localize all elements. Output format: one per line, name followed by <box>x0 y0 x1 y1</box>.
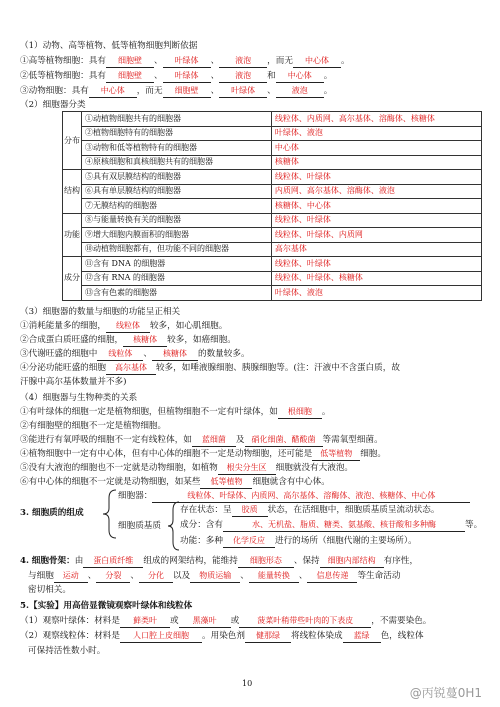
s3-line-5: 汗腺中高尔基体数量并不多) <box>20 377 127 387</box>
blank: 液泡 <box>219 55 267 68</box>
matrix-state: 存在状态：呈 胶质 状态，在活细胞中，细胞质基质呈流动状态。 <box>180 505 440 515</box>
item-cell: ⑦无膜结构的细胞器 <box>82 199 272 214</box>
blank: 高尔基体 <box>106 362 156 375</box>
blank: 蓝细菌 <box>192 434 236 447</box>
blank: 信息传递 <box>307 570 357 583</box>
s4-line-4: ④植物细胞中一定有中心体，但有中心体的细胞不一定是动物细胞，还可能是 低等植物 细胞。 <box>20 449 386 459</box>
item-cell: ⑨增大细胞内膜面积的细胞器 <box>82 228 272 243</box>
table-row <box>63 112 482 127</box>
blank: 人口腔上皮细胞 <box>120 630 202 643</box>
answer-cell: 高尔基体 <box>271 242 481 257</box>
cytoskeleton-line-2: 与细胞 运动 、 分裂 、 分化 以及 物质运输 、 能量转换 、 信息传递 等生命活动 <box>28 571 401 581</box>
blank: 化学反应 <box>223 535 275 548</box>
blank: 水、无机盐、脂质、糖类、氨基酸、核苷酸和多种酶 <box>223 519 465 532</box>
high-plant-line: ①高等植物细胞：具有 细胞壁 、 叶绿体 、 液泡 ，而无 中心体 。 <box>20 56 350 66</box>
blank: 中心体 <box>89 85 137 98</box>
category-cell: 结构 <box>63 170 82 214</box>
blank: 中心体 <box>276 70 324 83</box>
page-number: 10 <box>242 679 253 688</box>
cytoskeleton-line-3: 密切相关。 <box>28 585 71 595</box>
cytoskeleton-line-1: 4. 细胞骨架：由 蛋白质纤维 组成的网架结构，能维持 细胞形态 、保持 细胞内部结构 有序性， <box>20 556 419 566</box>
blank: 胶质 <box>232 504 268 517</box>
matrix-function: 功能：多种 化学反应 进行的场所（细胞代谢的主要场所）。 <box>180 536 417 546</box>
answer-cell: 核糖体 <box>271 155 481 170</box>
blank: 细胞形态 <box>238 555 294 568</box>
answer-cell: 叶绿体、液泡 <box>271 286 481 301</box>
watermark: @丙锐蔓0H1 <box>409 686 482 700</box>
blank: 分裂 <box>96 570 130 583</box>
cytoplasm-heading: 3. 细胞质的组成 <box>20 508 84 518</box>
table-row <box>63 199 482 214</box>
experiment-heading: 5.【实验】用高倍显微镜观察叶绿体和线粒体 <box>20 601 193 611</box>
blank: 根尖分生区 <box>218 462 276 475</box>
blank: 线粒体 <box>97 348 143 361</box>
answer-cell: 中心体 <box>271 141 481 156</box>
s4-line-2: ②有细胞壁的细胞不一定是植物细胞。 <box>20 421 167 431</box>
blank: 液泡 <box>276 85 324 98</box>
table-row <box>63 213 482 228</box>
table-row <box>63 184 482 199</box>
item-cell: ③动物和低等植物特有的细胞器 <box>82 141 272 156</box>
s4-line-1: ①有叶绿体的细胞一定是植物细胞，但植物细胞不一定有叶绿体，如 根细胞 。 <box>20 407 331 417</box>
section-3-heading: （3）细胞器的数量与细胞的功能呈正相关 <box>20 307 181 317</box>
blank: 蛋白质纤维 <box>83 555 143 568</box>
s3-line-1: ①消耗能量多的细胞， 线粒体 较多，如心肌细胞。 <box>20 321 228 331</box>
item-cell: ⑧与能量转换有关的细胞器 <box>82 213 272 228</box>
s3-line-2: ②合成蛋白质旺盛的细胞， 核糖体 较多，如癌细胞。 <box>20 335 236 345</box>
blank: 健那绿 <box>245 630 291 643</box>
blank: 叶绿体 <box>219 85 267 98</box>
blank: 核糖体 <box>123 334 167 347</box>
table-row <box>63 141 482 156</box>
matrix-components: 成分：含有 水、无机盐、脂质、糖类、氨基酸、核苷酸和多种酶 等。 <box>180 520 483 530</box>
blank: 硝化细菌、醋酸菌 <box>245 434 323 447</box>
blank: 菠菜叶稍带些叶肉的下表皮 <box>239 615 371 628</box>
item-cell: ⑥具有单层膜结构的细胞器 <box>82 184 272 199</box>
answer-cell: 线粒体、叶绿体 <box>271 257 481 272</box>
table-row <box>63 271 482 286</box>
section-4-heading: （4）细胞器与生物种类的关系 <box>20 393 138 403</box>
brace-icon <box>100 488 120 540</box>
blank: 液泡 <box>219 70 267 83</box>
blank: 细胞壁 <box>106 70 154 83</box>
s4-line-5: ⑤没有大液泡的细胞也不一定就是动物细胞，如植物 根尖分生区 细胞就没有大液泡。 <box>20 463 354 473</box>
answer-cell: 内质网、高尔基体、溶酶体、液泡 <box>271 184 481 199</box>
table-row <box>63 257 482 272</box>
item-cell: ④原核细胞和真核细胞共有的细胞器 <box>82 155 272 170</box>
item-cell: ⑬含有色素的细胞器 <box>82 286 272 301</box>
blank: 叶绿体 <box>163 55 211 68</box>
s3-line-4: ④分泌功能旺盛的细胞 高尔基体 较多，如唾液腺细胞、胰腺细胞等。(注：汗液中不含蛋白质，故 <box>20 363 400 373</box>
blank: 低等植物 <box>312 448 360 461</box>
table-row <box>63 286 482 301</box>
answer-cell: 叶绿体、液泡 <box>271 126 481 141</box>
blank: 蓝绿 <box>343 630 381 643</box>
blank: 中心体 <box>293 55 341 68</box>
answer-cell: 线粒体、叶绿体 <box>271 170 481 185</box>
blank: 黑藻叶 <box>179 615 231 628</box>
table-row <box>63 228 482 243</box>
organelle-row: 细胞器： 线粒体、叶绿体、内质网、高尔基体、溶酶体、液泡、核糖体、中心体 <box>118 490 470 503</box>
category-cell: 分布 <box>63 112 82 170</box>
s3-line-3: ③代谢旺盛的细胞中 线粒体 、 核糖体 的数量较多。 <box>20 349 250 359</box>
blank: 核糖体 <box>152 348 198 361</box>
table-row <box>63 155 482 170</box>
answer-cell: 线粒体、叶绿体、核糖体 <box>271 271 481 286</box>
item-cell: ⑤具有双层膜结构的细胞器 <box>82 170 272 185</box>
experiment-line-3: 可保持活性数小时。 <box>28 646 106 656</box>
blank: 能量转换 <box>249 570 299 583</box>
matrix-label: 细胞质基质 <box>118 521 161 531</box>
low-plant-line: ②低等植物细胞：具有 细胞壁 、 叶绿体 、 液泡 和 中心体 。 <box>20 71 333 81</box>
blank: 分化 <box>139 570 173 583</box>
answer-cell: 线粒体、叶绿体 <box>271 213 481 228</box>
item-cell: ⑫含有 RNA 的细胞器 <box>82 271 272 286</box>
blank: 细胞壁 <box>163 85 211 98</box>
item-cell: ⑪含有 DNA 的细胞器 <box>82 257 272 272</box>
s4-line-6: ⑥有中心体的细胞不一定就是动物细胞，如某些 低等植物 细胞就含有中心体。 <box>20 477 330 487</box>
blank: 运动 <box>54 570 88 583</box>
experiment-line-2: （2）观察线粒体：材料是 人口腔上皮细胞 。用染色剂 健那绿 将线粒体染成 蓝绿 色，线粒体 <box>20 631 424 641</box>
section-2-heading: （2）细胞器分类 <box>20 100 86 110</box>
answer-cell: 线粒体、叶绿体、内质网 <box>271 228 481 243</box>
item-cell: ①动植物细胞共有的细胞器 <box>82 112 272 127</box>
table-row <box>63 126 482 141</box>
blank: 根细胞 <box>278 406 322 419</box>
item-cell: ②植物细胞特有的细胞器 <box>82 126 272 141</box>
category-cell: 成分 <box>63 257 82 301</box>
experiment-line-1: （1）观察叶绿体：材料是 藓类叶 或 黑藻叶 或 菠菜叶稍带些叶肉的下表皮 ，不需要染色。 <box>20 616 432 626</box>
blank: 物质运输 <box>190 570 240 583</box>
section-1-heading: （1）动物、高等植物、低等植物细胞判断依据 <box>20 41 198 51</box>
blank: 线粒体 <box>106 320 150 333</box>
animal-line: ③动物细胞：具有 中心体 ，而无 细胞壁 、 叶绿体 、 液泡 。 <box>20 86 333 96</box>
table-row <box>63 242 482 257</box>
blank: 叶绿体 <box>163 70 211 83</box>
s4-line-3: ③能进行有氧呼吸的细胞不一定有线粒体，如 蓝细菌 及 硝化细菌、醋酸菌 等需氧型细菌。 <box>20 435 383 445</box>
blank: 细胞内部结构 <box>320 555 384 568</box>
category-cell: 功能 <box>63 213 82 257</box>
blank: 低等植物 <box>200 476 252 489</box>
item-cell: ⑩动植物细胞都有，但功能不同的细胞器 <box>82 242 272 257</box>
blank: 细胞壁 <box>106 55 154 68</box>
answer-cell: 线粒体、内质网、高尔基体、溶酶体、核糖体 <box>271 112 481 127</box>
blank: 藓类叶 <box>120 615 170 628</box>
table-row <box>63 170 482 185</box>
answer-cell: 核糖体、中心体 <box>271 199 481 214</box>
organelle-classification-table <box>62 111 482 301</box>
blank: 线粒体、叶绿体、内质网、高尔基体、溶酶体、液泡、核糖体、中心体 <box>152 490 470 503</box>
